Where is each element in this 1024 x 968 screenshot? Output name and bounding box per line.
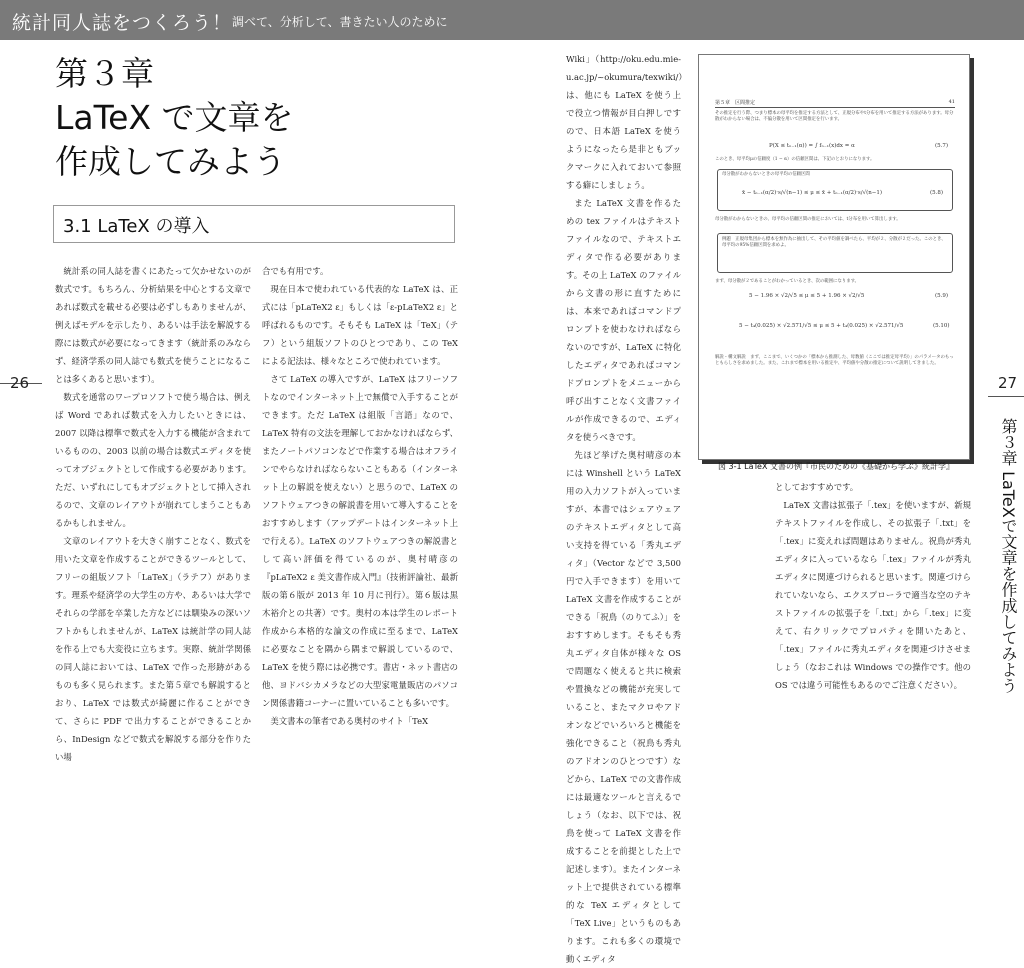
figure-example-text: 例題 正規母集団から標本を無作為に抽出して、その平均値を調べたら、平均が２、分散が２だった。このとき、母平均の95%信頼区間を求めよ。	[722, 237, 946, 249]
figure-equation: x̄ − tₙ₋₁(α/2)·s/√(n−1) ≤ μ ≤ x̄ + tₙ₋₁(α/2)·s/√(n−1)	[742, 190, 883, 196]
text-column-3	[566, 50, 687, 968]
chapter-title	[55, 52, 294, 184]
equation-number: (5.9)	[935, 293, 949, 299]
section-title: 3.1 LaTeX の導入	[63, 216, 210, 237]
figure-equation: 5 − 1.96 × √2/√5 ≤ μ ≤ 5 + 1.96 × √2/√5	[749, 293, 865, 299]
page-divider	[988, 396, 1024, 397]
figure-text: その推定を行う際、つまり標本の母平均を推定する方法として、正規分布やt分布を用いて推定する方法があります。母分散がわからない場合は、不偏分散を用いて区間推定を行います。	[715, 111, 954, 123]
equation-number: (5.7)	[935, 143, 949, 149]
page-number-right: 27	[998, 374, 1018, 392]
equation-number: (5.8)	[930, 190, 944, 196]
chapter-number: 第３章	[55, 54, 154, 93]
side-chapter-label: 第３章 LaTeXで文章を作成してみよう	[999, 418, 1018, 694]
figure-header-right: 41	[948, 99, 955, 105]
paragraph: 先ほど挙げた奥村晴彦の本には Winshell という LaTeX 用の入力ソフトが入っていますが、本書ではシェアウェアのテキストエディタとして高い支持を得ている「秀丸エディタ」（Vector などで 3,500 円で入手できます）を用いて LaTeX 文書を作成することができる「祝鳥（のりてふ）」をおすすめします。そもそも秀丸エディタ自体が様々な OS で問題なく使えると共に検索や置換などの機能が充実していること、またマクロやアドオンなどでいろいろと機能を強化できること（祝鳥も秀丸のアドオンのひとつです）などから、LaTeX での文書作成には最適なツールと言えるでしょう（なお、以下では、祝鳥を使って LaTeX 文書を作成することを前提とした上で記述します）。またインターネット上で提供されている標準的な TeX エディタとして「TeX Live」というものもあります。これも多くの環境で動くエディタ	[566, 450, 681, 964]
paragraph: さて LaTeX の導入ですが、LaTeX はフリーソフトなのでインターネット上で無償で入手することができます。ただ LaTeX は組版「言語」なので、LaTeX 特有の文法を理解しておかなければならず、またノートパソコンなどで作業する場合はオフラインでやらなければならないこともある（インターネット上の解説を使えない）と思うので、LaTeX のソフトウェアつきの解説書を用いて導入することをおすすめします（アップデートはインターネット上で行える）。LaTeX のソフトウェアつきの解説書として高い評価を得ているのが、奥村晴彦の『pLaTeX2 ε 美文書作成入門』（技術評論社、最新版の第６版が 2013 年 10 月に刊行）。第６版は黒木裕介との共著）です。奥村の本は学生のレポート作成から本格的な論文の作成に至るまで、LaTeX に必要なことを隅から隅まで解説しているので、LaTeX を使う際には必携です。書店・ネット書店の他、ヨドバシカメラなどの大型家電量販店のパソコン関係書籍コーナーに置いていることも多いです。	[262, 374, 458, 708]
page-number-left: 26	[10, 374, 30, 392]
text-column-4	[775, 478, 971, 694]
figure-box	[717, 169, 953, 211]
figure-header-left: 第５章 区間推定	[715, 100, 756, 106]
paragraph: 現在日本で使われている代表的な LaTeX は、正式には「pLaTeX2 ε」もしくは「ε-pLaTeX2 ε」と呼ばれるものです。そもそも LaTeX は「TeX」（テフ）という組版ソフトのひとつであり、この TeX による記法は、様々なところで使われています。	[262, 284, 458, 366]
paragraph: Wiki」（http://oku.edu.mie-u.ac.jp/~okumura/texwiki/）は、他にも LaTeX を使う上で役立つ情報が目白押しですので、日本語 LaTeX を使うようになったら是非ともブックマークに入れておいて参照する癖にしましょう。	[566, 54, 687, 190]
figure-text: 解説・構文解説 まず、ここまで、いくつかの「標本から推測した、母数値（ここでは推定母平均）」のパラメータのもっともらしさを求めました。また、これまで標本を用いる推定や、平均値や分散の推定について説明してきました。	[715, 355, 954, 367]
figure-caption: 図 3-1 LaTeX 文書の例『市民のための《基礎から学ぶ》統計学』	[718, 462, 954, 471]
book-subtitle: 調べて、分析して、書きたい人のために	[232, 15, 448, 29]
paragraph: 合でも有用です。	[262, 266, 329, 276]
paragraph: また LaTeX 文書を作るための tex ファイルはテキストファイルなので、テキストエディタで作る必要があります。その上 LaTeX のファイルから文書の形に直すためには、本来であればコマンドプロンプトを使わなければならないのですが、LaTeX に特化したエディタであればコマンドプロンプトをメニューから呼び出すことなく文書ファイルが作成できるので、エディタを使うべきです。	[566, 198, 681, 442]
figure-box-title: 母分散がわからないときの母平均の信頼区間	[722, 172, 810, 177]
figure-text: まず、母分散が２であることがわかっているとき、次の範囲になります。	[715, 279, 860, 284]
paragraph: 数式を通常のワープロソフトで使う場合は、例えば Word であれば数式を入力したいときには、2007 以降は標準で数式を入力する機能が含まれているものの、2003 以前の場合は数式エディタを使ってオブジェクトとして作成する必要があります。ただ、いずれにしてもオブジェクトとして挿入されるので、文章のレイアウトが崩れてしまうこともあるかもしれません。	[55, 392, 251, 528]
section-heading-box	[53, 205, 455, 243]
running-header	[0, 0, 1024, 40]
figure-text: 母分散がわからないときの、母平均の信頼区間の推定においては、t分布を用いて算出します。	[715, 217, 901, 222]
figure-example-box	[717, 233, 953, 273]
paragraph: 美文書本の筆者である奥村のサイト「TeX	[270, 716, 429, 726]
paragraph: LaTeX 文書は拡張子「.tex」を使いますが、新規テキストファイルを作成し、その拡張子「.txt」を「.tex」に変えれば問題はありません。祝鳥が秀丸エディタに入っているなら「.tex」ファイルが秀丸エディタに関連づけられると思います。関連づけられていないなら、エクスプローラで適当な空のテキストファイルの拡張子を「.txt」から「.tex」に変えて、右クリックでプロパティを開いたあと、「.tex」ファイルに秀丸エディタを関連づけさせましょう（なおこれは Windows での操作です。他の OS では違う可能性もあるのでご注意ください）。	[775, 500, 971, 690]
paragraph: 統計系の同人誌を書くにあたって欠かせないのが数式です。もちろん、分析結果を中心とする文章であれば数式を載せる必要は必ずしもありませんが、例えばモデルを示したり、あるいは手法を解説する際には数式が必要になってきます（統計系のみならず、経済学系の同人誌でも数式を使うことになることは多くあると思います）。	[55, 266, 251, 384]
figure-equation: P(X ≤ tₙ₋₁(α)) = ∫ fₙ₋₁(x)dx = α	[769, 143, 855, 149]
figure-rule	[715, 107, 955, 108]
latex-document-figure	[698, 54, 970, 460]
book-title: 統計同人誌をつくろう！	[12, 12, 233, 34]
text-column-2	[262, 262, 458, 730]
paragraph: 文章のレイアウトを大きく崩すことなく、数式を用いた文章を作成することができるツールとして、フリーの組版ソフト「LaTeX」（ラテフ）があります。理系や経済学の大学生の方や、あるいは大学でそれらの学部を卒業した方などには馴染みの深いソフトかもしれませんが、LaTeX は統計学の同人誌を作る上でも大変役に立ちます。実際、統計学関係の同人誌においては、LaTeX で作った形跡があるものも多く見られます。また第５章でも解説するとおり、LaTeX では数式が綺麗に作ることができて、さらに PDF で出力することができることから、InDesign などで数式を解説する部分を作りたい場	[55, 536, 251, 762]
chapter-title-line: LaTeX で文章を	[55, 98, 294, 137]
text-column-1	[55, 262, 251, 766]
figure-text: このとき、母平均μの信頼度（1 − α）の信頼区間は、下記のとおりになります。	[715, 157, 875, 162]
equation-number: (5.10)	[933, 323, 950, 329]
figure-page-header	[715, 99, 955, 106]
chapter-title-line: 作成してみよう	[55, 142, 286, 181]
figure-equation: 5 − t₄(0.025) × √2.571/√5 ≤ μ ≤ 5 + t₄(0.025) × √2.571/√5	[739, 323, 904, 329]
paragraph: としておすすめです。	[775, 482, 859, 492]
